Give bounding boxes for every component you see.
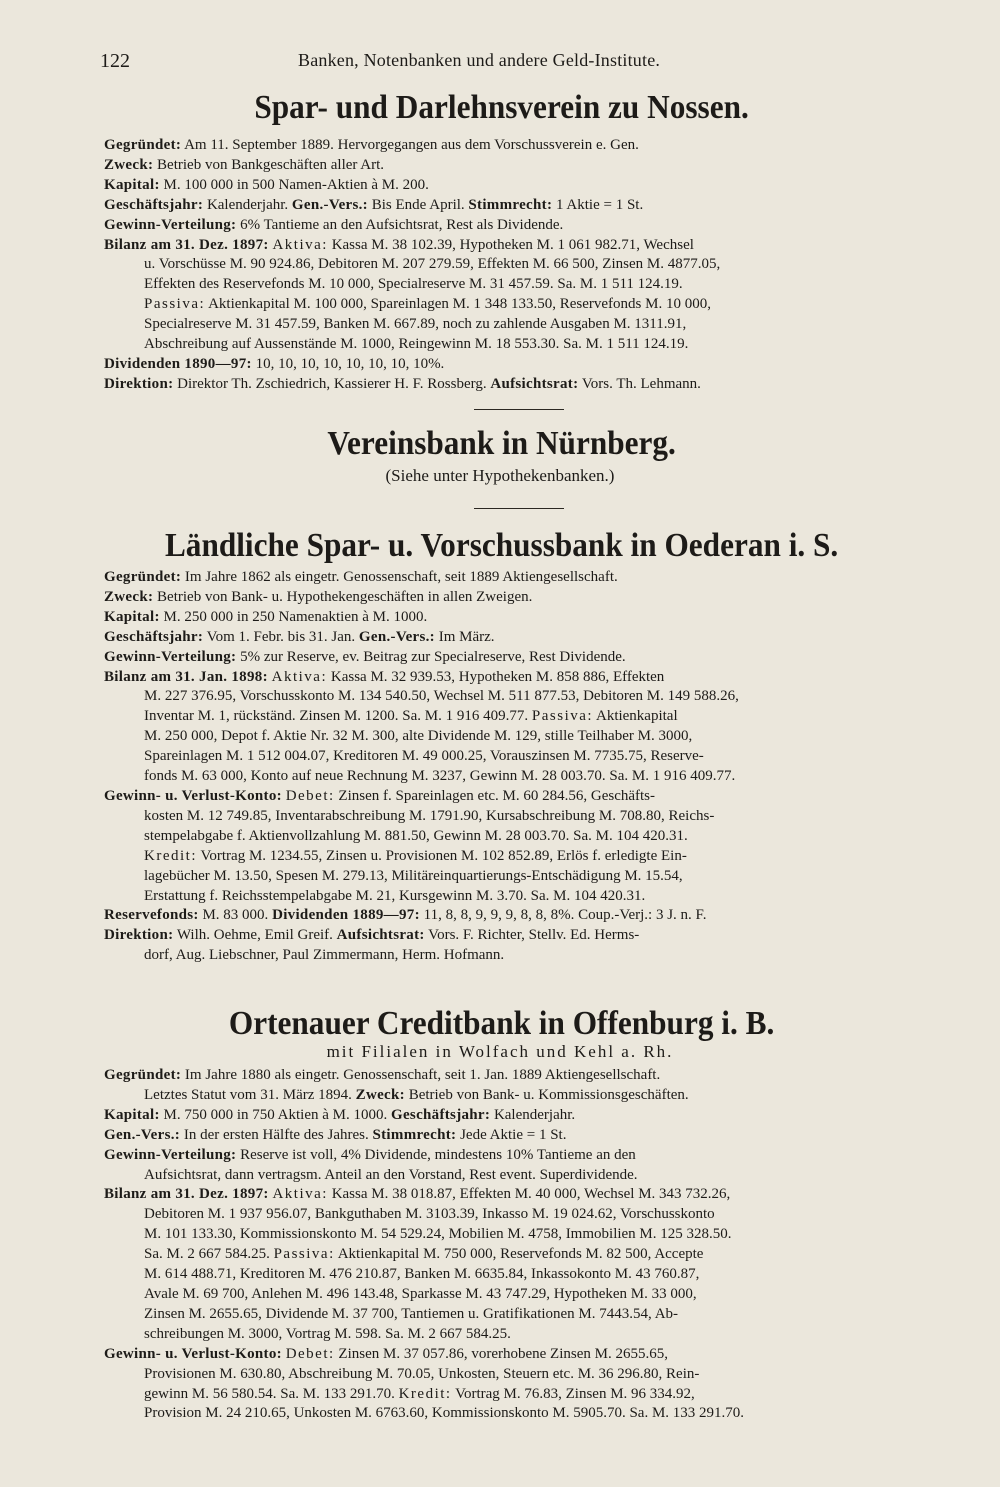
entry-line [104,255,966,275]
entry-line [104,707,966,727]
running-header [100,50,970,74]
field-label: Gewinn-Verteilung: [104,216,237,233]
section-body-offenburg [104,1066,966,1424]
running-title: Banken, Notenbanken und andere Geld-Institute. [298,50,661,70]
entry-line [104,588,966,608]
spaced-label: Aktiva: [272,1186,328,1203]
entry-line [104,275,966,295]
spaced-label: Aktiva: [272,236,328,253]
line-text: Debitoren M. 1 937 956.07, Bankguthaben M. 3103.39, Inkasso M. 19 024.62, Vorschusskonto [144,1206,715,1223]
entry-line [104,1205,966,1225]
field-label: Dividenden 1890—97: [104,355,252,372]
line-text: Reserve ist voll, 4% Dividende, mindestens 10% Tantieme an den [236,1146,636,1163]
entry-line [104,216,966,236]
entry-line [104,236,966,256]
section-subtitle-nuernberg: (Siehe unter Hypothekenbanken.) [385,466,615,485]
field-label: Kapital: [104,608,160,625]
line-text: Sa. M. 2 667 584.25. [144,1246,274,1263]
line-text: Aktienkapital M. 750 000, Reservefonds M. 82 500, Accepte [334,1246,704,1263]
entry-line [104,906,966,926]
section-title-nossen: Spar- und Darlehnsverein zu Nossen. [254,89,749,126]
line-text: Erstattung f. Reichsstempelabgabe M. 21, Kursgewinn M. 3.70. Sa. M. 104 420.31. [144,887,646,904]
entry-line [104,628,966,648]
field-label: Gegründet: [104,1067,182,1083]
entry-line [104,176,966,196]
line-text: Specialreserve M. 31 457.59, Banken M. 667.89, noch zu zahlende Ausgaben M. 1311.91, [144,316,687,333]
line-text: u. Vorschüsse M. 90 924.86, Debitoren M. 207 279.59, Effekten M. 66 500, Zinsen M. 4877.05, [144,256,721,273]
entry-line [104,355,966,375]
line-text: M. 227 376.95, Vorschusskonto M. 134 540.50, Wechsel M. 511 877.53, Debitoren M. 149 588.26, [144,688,739,705]
field-label: Direktion: [104,375,174,392]
line-text: Vortrag M. 1234.55, Zinsen u. Provisionen M. 102 852.89, Erlös f. erledigte Ein- [197,847,687,864]
field-label: Geschäftsjahr: [104,628,204,645]
entry-line [104,847,966,867]
field-label: Bilanz am 31. Jan. 1898: [104,668,268,685]
line-text: Vom 1. Febr. bis 31. Jan. [203,628,359,645]
line-text: Aktienkapital M. 100 000, Spareinlagen M. 1 348 133.50, Reservefonds M. 10 000, [205,296,711,313]
spaced-label: Kredit: [398,1385,452,1402]
entry-line [104,767,966,787]
field-label: Zweck: [104,156,154,173]
entry-line [104,1166,966,1186]
entry-line [104,787,966,807]
line-text: Kassa M. 32 939.53, Hypotheken M. 858 886, Effekten [327,668,665,685]
entry-line [104,926,966,946]
entry-line [104,1345,966,1365]
line-text: M. 750 000 in 750 Aktien à M. 1000. [159,1106,391,1123]
line-text: Direktor Th. Zschiedrich, Kassierer H. F. Rossberg. [173,375,491,392]
entry-line [104,156,966,176]
spaced-label: Aktiva: [271,668,328,685]
entry-line [104,1305,966,1325]
line-text: M. 614 488.71, Kreditoren M. 476 210.87, Banken M. 6635.84, Inkassokonto M. 43 760.87, [144,1266,700,1283]
line-text: Am 11. September 1889. Hervorgegangen aus dem Vorschussverein e. Gen. [181,137,639,153]
entry-line [104,1265,966,1285]
section-title-offenburg: Ortenauer Creditbank in Offenburg i. B. [228,1005,775,1042]
field-label: Kapital: [104,176,160,193]
line-text: M. 100 000 in 500 Namen-Aktien à M. 200. [159,176,429,193]
entry-line [104,1185,966,1205]
field-label: Bilanz am 31. Dez. 1897: [104,236,269,253]
line-text: M. 250 000, Depot f. Aktie Nr. 32 M. 300, alte Dividende M. 129, stille Teilhaber M. 3000, [144,728,693,745]
entry-line [104,1285,966,1305]
line-text: Aktienkapital [593,708,678,725]
entry-line [104,648,966,668]
line-text: Zinsen M. 37 057.86, vorerhobene Zinsen M. 2655.65, [334,1345,668,1362]
entry-line [104,335,966,355]
line-text: Kassa M. 38 018.87, Effekten M. 40 000, Wechsel M. 343 732.26, [327,1186,731,1203]
entry-line [104,668,966,688]
entry-line [104,687,966,707]
line-text: Betrieb von Bank- u. Hypothekengeschäften in allen Zweigen. [153,588,533,605]
entry-line [104,1225,966,1245]
field-label: Gen.-Vers.: [291,196,368,213]
line-text: Vors. F. Richter, Stellv. Ed. Herms- [424,927,640,944]
line-text: Abschreibung auf Aussenstände M. 1000, Reingewinn M. 18 553.30. Sa. M. 1 511 124.19. [144,336,689,353]
field-label: Gegründet: [104,137,182,153]
line-text: Im März. [434,628,495,645]
field-label: Zweck: [355,1086,405,1103]
line-text: M. 83 000. [198,907,273,924]
line-text: Betrieb von Bank- u. Kommissionsgeschäften. [404,1086,689,1103]
entry-line [104,827,966,847]
field-label: Stimmrecht: [372,1126,457,1143]
entry-line [104,867,966,887]
spaced-label: Passiva: [144,296,206,313]
entry-line [104,1066,966,1086]
line-text: Provisionen M. 630.80, Abschreibung M. 70.05, Unkosten, Steuern etc. M. 36 296.80, Rein- [144,1365,700,1382]
entry-line [104,295,966,315]
line-text: Jede Aktie = 1 St. [456,1126,567,1143]
line-text: Betrieb von Bankgeschäften aller Art. [153,156,385,173]
line-text: In der ersten Hälfte des Jahres. [180,1126,373,1143]
line-text: 10, 10, 10, 10, 10, 10, 10, 10%. [251,355,445,372]
page-number: 122 [100,50,130,72]
line-text: schreibungen M. 3000, Vortrag M. 598. Sa. M. 2 667 584.25. [144,1325,511,1342]
line-text: Kassa M. 38 102.39, Hypotheken M. 1 061 982.71, Wechsel [327,236,694,253]
line-text: Aufsichtsrat, dann vertragsm. Anteil an den Vorstand, Rest event. Superdividende. [144,1166,638,1183]
entry-line [104,887,966,907]
line-text: Provision M. 24 210.65, Unkosten M. 6763.60, Kommissionskonto M. 5905.70. Sa. M. 133 291.70. [144,1405,745,1422]
spaced-label: Debet: [285,787,335,804]
field-label: Gewinn-Verteilung: [104,648,237,665]
line-text: Vortrag M. 76.83, Zinsen M. 96 334.92, [451,1385,695,1402]
entry-line [104,1126,966,1146]
section-title-nuernberg: Vereinsbank in Nürnberg. [327,425,676,462]
line-text: lagebücher M. 13.50, Spesen M. 279.13, Militäreinquartierungs-Entschädigung M. 15.54, [144,867,683,884]
line-text: 5% zur Reserve, ev. Beitrag zur Specialreserve, Rest Dividende. [236,648,626,665]
line-text: fonds M. 63 000, Konto auf neue Rechnung M. 3237, Gewinn M. 28 003.70. Sa. M. 1 916 409.77. [144,768,736,785]
entry-line [104,727,966,747]
field-label: Geschäftsjahr: [391,1106,491,1123]
line-text: Im Jahre 1862 als eingetr. Genossenschaft, seit 1889 Aktiengesellschaft. [181,569,618,585]
field-label: Dividenden 1889—97: [272,907,420,924]
line-text: Kalenderjahr. [490,1106,576,1123]
divider [474,409,564,410]
field-label: Gen.-Vers.: [104,1126,181,1143]
field-label: Stimmrecht: [468,196,553,213]
line-text: 11, 8, 8, 9, 9, 9, 8, 8, 8%. Coup.-Verj.: 3 J. n. F. [419,907,707,924]
field-label: Kapital: [104,1106,160,1123]
field-label: Bilanz am 31. Dez. 1897: [104,1186,269,1203]
line-text: gewinn M. 56 580.54. Sa. M. 133 291.70. [144,1385,399,1402]
entry-line [104,1086,966,1106]
entry-line [104,946,966,966]
line-text: dorf, Aug. Liebschner, Paul Zimmermann, Herm. Hofmann. [144,947,505,964]
field-label: Gen.-Vers.: [358,628,435,645]
line-text: Avale M. 69 700, Anlehen M. 496 143.48, Sparkasse M. 43 747.29, Hypotheken M. 33 000, [144,1285,697,1302]
line-text: Effekten des Reservefonds M. 10 000, Specialreserve M. 31 457.59. Sa. M. 1 511 124.19. [144,276,683,293]
field-label: Gewinn- u. Verlust-Konto: [104,1345,282,1362]
entry-line [104,315,966,335]
entry-line [104,375,966,395]
entry-line [104,608,966,628]
field-label: Gegründet: [104,569,182,585]
entry-line [104,1106,966,1126]
line-text: Im Jahre 1880 als eingetr. Genossenschaft, seit 1. Jan. 1889 Aktiengesellschaft. [181,1067,661,1083]
entry-line [104,807,966,827]
line-text: 6% Tantieme an den Aufsichtsrat, Rest als Dividende. [236,216,564,233]
entry-line [104,196,966,216]
section-title-oederan: Ländliche Spar- u. Vorschussbank in Oederan i. S. [164,527,839,564]
entry-line [104,1365,966,1385]
entry-line [104,747,966,767]
line-text: Wilh. Oehme, Emil Greif. [173,927,337,944]
line-text: Kalenderjahr. [203,196,292,213]
line-text: 1 Aktie = 1 St. [552,196,644,213]
line-text: stempelabgabe f. Aktienvollzahlung M. 881.50, Gewinn M. 28 003.70. Sa. M. 104 420.31. [144,827,688,844]
divider [474,508,564,509]
entry-line [104,568,966,588]
field-label: Geschäftsjahr: [104,196,204,213]
entry-line [104,1385,966,1405]
line-text: Spareinlagen M. 1 512 004.07, Kreditoren M. 49 000.25, Vorauszinsen M. 7735.75, Reserve- [144,748,704,765]
spaced-label: Passiva: [531,708,594,725]
spaced-label: Debet: [285,1345,335,1362]
line-text: Bis Ende April. [367,196,469,213]
field-label: Gewinn- u. Verlust-Konto: [104,787,282,804]
line-text: Vors. Th. Lehmann. [578,375,701,392]
line-text: M. 250 000 in 250 Namenaktien à M. 1000. [159,608,428,625]
section-body-oederan [104,568,966,966]
spaced-label: Kredit: [144,847,197,864]
field-label: Direktion: [104,927,174,944]
field-label: Reservefonds: [104,907,199,924]
entry-line [104,136,966,156]
line-text: Zinsen M. 2655.65, Dividende M. 37 700, Tantiemen u. Gratifikationen M. 7443.54, Ab- [144,1305,679,1322]
line-text: Zinsen f. Spareinlagen etc. M. 60 284.56, Geschäfts- [334,787,656,804]
entry-line [104,1325,966,1345]
line-text: Letztes Statut vom 31. März 1894. [144,1086,356,1103]
entry-line [104,1404,966,1424]
field-label: Gewinn-Verteilung: [104,1146,237,1163]
spaced-label: Passiva: [273,1246,335,1263]
section-body-nossen [104,136,966,395]
line-text: Inventar M. 1, rückständ. Zinsen M. 1200. Sa. M. 1 916 409.77. [144,708,532,725]
field-label: Zweck: [104,588,154,605]
field-label: Aufsichtsrat: [490,375,579,392]
line-text: kosten M. 12 749.85, Inventarabschreibung M. 1791.90, Kursabschreibung M. 708.80, Reichs- [144,807,715,824]
entry-line [104,1245,966,1265]
section-subtitle-offenburg: mit Filialen in Wolfach und Kehl a. Rh. [326,1042,674,1061]
field-label: Aufsichtsrat: [336,927,425,944]
entry-line [104,1146,966,1166]
line-text: M. 101 133.30, Kommissionskonto M. 54 529.24, Mobilien M. 4758, Immobilien M. 125 328.50. [144,1226,732,1243]
